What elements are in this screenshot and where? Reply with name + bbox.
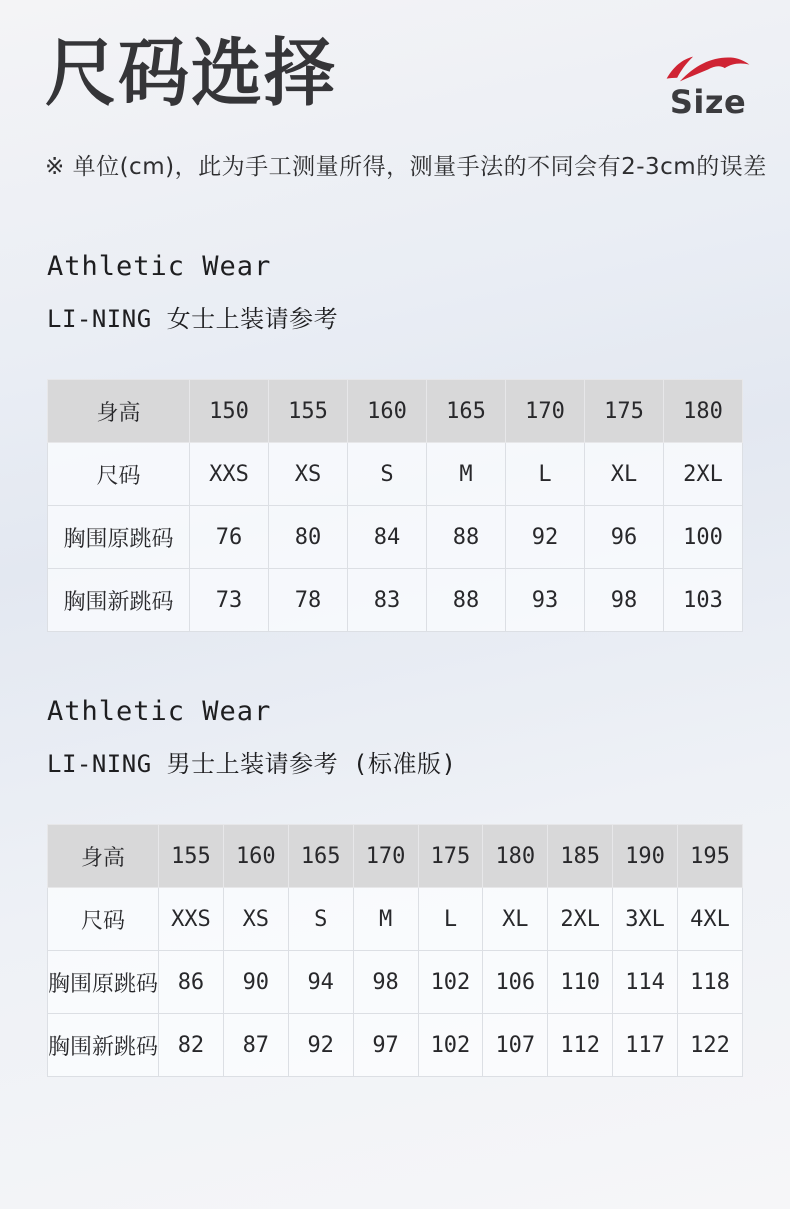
table-cell: 195	[678, 825, 743, 888]
table-cell: 92	[288, 1014, 353, 1077]
page-header	[0, 0, 790, 121]
table-cell: 155	[269, 380, 348, 443]
section-heading: Athletic Wear	[47, 251, 272, 282]
table-cell: 117	[613, 1014, 678, 1077]
table-cell: 86	[159, 951, 224, 1014]
table-cell: 88	[427, 569, 506, 632]
table-cell: 97	[353, 1014, 418, 1077]
table-row	[48, 888, 743, 951]
table-cell: XS	[269, 443, 348, 506]
table-cell: 155	[159, 825, 224, 888]
table-cell: 78	[269, 569, 348, 632]
table-row	[48, 506, 743, 569]
table-cell: 106	[483, 951, 548, 1014]
table-cell: 170	[506, 380, 585, 443]
table-cell: 175	[418, 825, 483, 888]
page-title: 尺码选择	[45, 29, 338, 117]
men-sizes-section	[0, 696, 790, 1077]
men-size-table	[47, 824, 743, 1077]
table-cell: 114	[613, 951, 678, 1014]
row-label: 胸围原跳码	[48, 951, 159, 1014]
table-cell: 76	[190, 506, 269, 569]
table-cell: L	[506, 443, 585, 506]
table-cell: 160	[223, 825, 288, 888]
table-cell: 98	[585, 569, 664, 632]
row-label: 胸围新跳码	[48, 1014, 159, 1077]
table-row	[48, 443, 743, 506]
lining-swoosh-icon	[664, 54, 752, 84]
table-cell: XL	[483, 888, 548, 951]
table-row	[48, 1014, 743, 1077]
table-row	[48, 569, 743, 632]
table-cell: 185	[548, 825, 613, 888]
table-cell: 180	[483, 825, 548, 888]
table-cell: 110	[548, 951, 613, 1014]
table-cell: XL	[585, 443, 664, 506]
table-cell: 94	[288, 951, 353, 1014]
row-label: 尺码	[48, 443, 190, 506]
row-label: 胸围原跳码	[48, 506, 190, 569]
unit-note: ※ 单位(cm)，此为手工测量所得，测量手法的不同会有2-3cm的误差	[45, 154, 767, 180]
table-cell: L	[418, 888, 483, 951]
table-cell: 92	[506, 506, 585, 569]
table-cell: 98	[353, 951, 418, 1014]
table-cell: 80	[269, 506, 348, 569]
table-cell: 103	[664, 569, 743, 632]
table-cell: 88	[427, 506, 506, 569]
table-cell: 122	[678, 1014, 743, 1077]
table-row	[48, 380, 743, 443]
row-label: 尺码	[48, 888, 159, 951]
table-cell: XS	[223, 888, 288, 951]
table-cell: 107	[483, 1014, 548, 1077]
logo-size-label: Size	[669, 83, 747, 121]
table-cell: 93	[506, 569, 585, 632]
lining-logo	[662, 54, 754, 121]
table-cell: 96	[585, 506, 664, 569]
row-label: 胸围新跳码	[48, 569, 190, 632]
table-cell: 83	[348, 569, 427, 632]
table-cell: XXS	[159, 888, 224, 951]
table-cell: 87	[223, 1014, 288, 1077]
table-cell: 2XL	[664, 443, 743, 506]
table-cell: 82	[159, 1014, 224, 1077]
table-cell: M	[427, 443, 506, 506]
table-cell: 73	[190, 569, 269, 632]
table-cell: 102	[418, 951, 483, 1014]
table-cell: 4XL	[678, 888, 743, 951]
table-cell: 160	[348, 380, 427, 443]
table-cell: S	[288, 888, 353, 951]
table-cell: 190	[613, 825, 678, 888]
women-size-table	[47, 379, 743, 632]
section-subheading: LI-NING 男士上装请参考 (标准版)	[47, 750, 457, 778]
table-cell: 118	[678, 951, 743, 1014]
row-label: 身高	[48, 825, 159, 888]
table-cell: 84	[348, 506, 427, 569]
table-cell: 150	[190, 380, 269, 443]
table-row	[48, 951, 743, 1014]
section-heading: Athletic Wear	[47, 696, 272, 727]
table-cell: 112	[548, 1014, 613, 1077]
table-cell: 100	[664, 506, 743, 569]
table-cell: 3XL	[613, 888, 678, 951]
row-label: 身高	[48, 380, 190, 443]
table-cell: XXS	[190, 443, 269, 506]
table-row	[48, 825, 743, 888]
table-cell: 2XL	[548, 888, 613, 951]
table-cell: S	[348, 443, 427, 506]
women-sizes-section	[0, 251, 790, 632]
table-cell: 90	[223, 951, 288, 1014]
table-cell: 165	[427, 380, 506, 443]
table-cell: 175	[585, 380, 664, 443]
table-cell: 102	[418, 1014, 483, 1077]
table-cell: M	[353, 888, 418, 951]
swoosh-main-blade	[680, 57, 750, 81]
table-cell: 165	[288, 825, 353, 888]
table-cell: 170	[353, 825, 418, 888]
table-cell: 180	[664, 380, 743, 443]
section-subheading: LI-NING 女士上装请参考	[47, 305, 339, 333]
